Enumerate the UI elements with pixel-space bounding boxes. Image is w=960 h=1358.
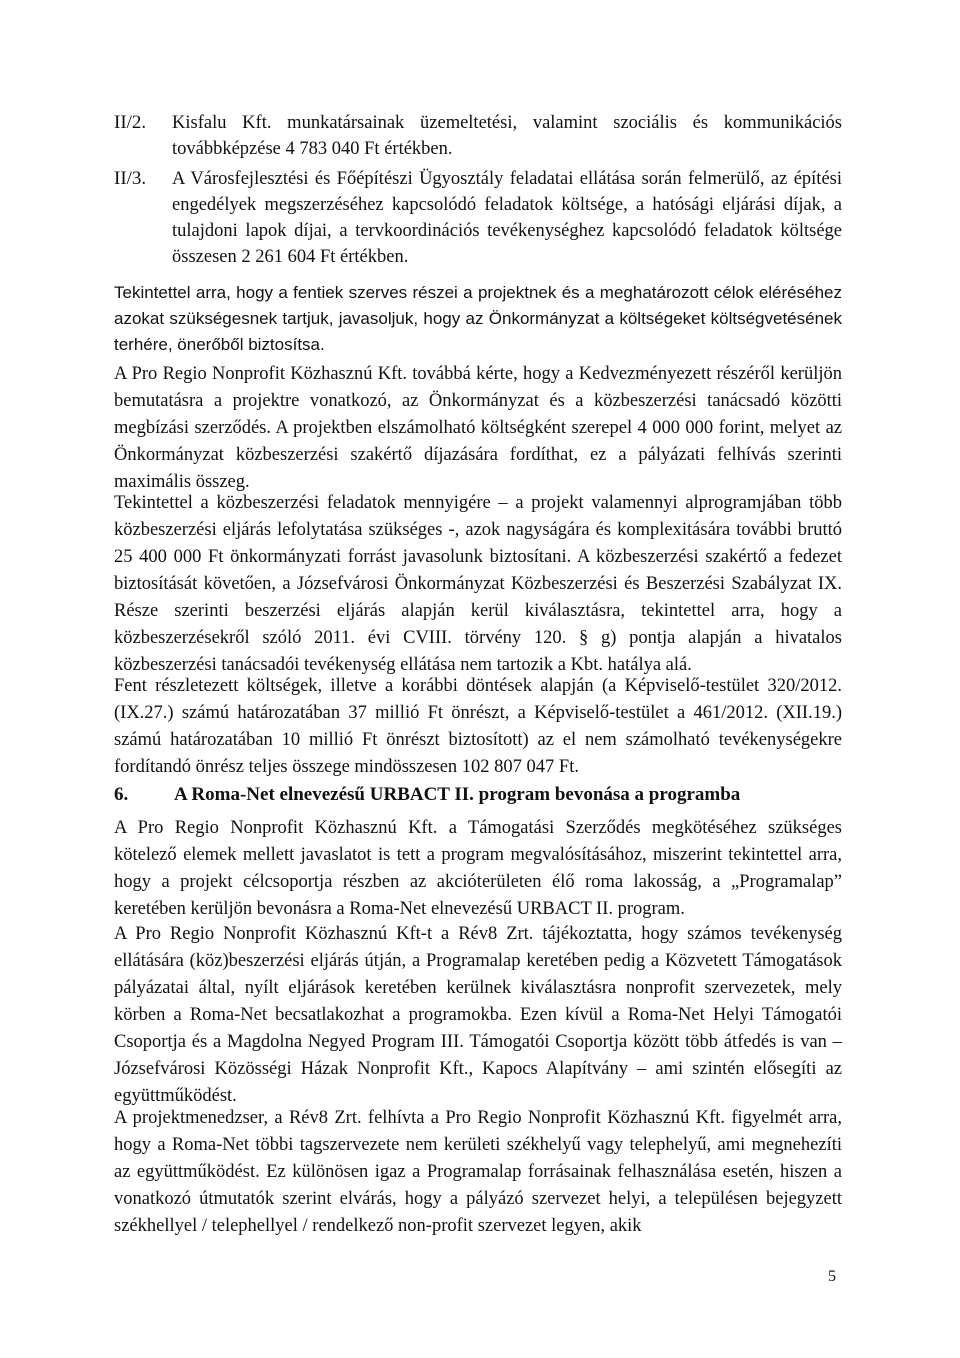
section-title: A Roma-Net elnevezésű URBACT II. program bevonása a programba [174, 784, 741, 805]
paragraph-6: A Pro Regio Nonprofit Közhasznú Kft-t a Rév8 Zrt. tájékoztatta, hogy számos tevékenység ellátására (köz)beszerzési eljárás útján, a Programalap keretében pedig a Közvetett Támogatások pályázatai által, nyílt eljárások keretében kerülnek kiválasztásra nonprofit szervezetek, mely körben a Roma-Net becsatlakozhat a programokba. Ezen kívül a Roma-Net Helyi Támogatói Csoportja és a Magdolna Negyed Program III. Támogatói Csoportja között több átfedés is van – Józsefvárosi Közösségi Házak Nonprofit Kft., Kapocs Alapítvány – ami szintén elősegíti az együttműködést. [114, 924, 842, 1106]
page-number: 5 [828, 1268, 836, 1285]
paragraph-4: Fent részletezett költségek, illetve a korábbi döntések alapján (a Képviselő-testület 320/2012. (IX.27.) számú határozatában 37 millió Ft önrészt, a Képviselő-testület a 461/2012. (XII.19.) számú határozatában 10 millió Ft önrészt biztosított) az el nem számolható tevékenységekre fordítandó önrész teljes összege mindösszesen 102 807 047 Ft. [114, 676, 842, 777]
item-text: Kisfalu Kft. munkatársainak üzemeltetési, valamint szociális és kommunikációs továbbképzése 4 783 040 Ft értékben. [172, 113, 842, 159]
section-number: 6. [114, 784, 129, 805]
paragraph-1: Tekintettel arra, hogy a fentiek szerves részei a projektnek és a meghatározott célok eléréséhez azokat szükségesnek tartjuk, javasoljuk, hogy az Önkormányzat a költségeket költségvetésének terhére, önerőből biztosítsa. [114, 283, 842, 354]
paragraph-2: A Pro Regio Nonprofit Közhasznú Kft. továbbá kérte, hogy a Kedvezményezett részéről kerüljön bemutatásra a projektre vonatkozó, az Önkormányzat és a közbeszerzési tanácsadó közötti megbízási szerződés. A projektben elszámolható költségként szerepel 4 000 000 forint, melyet az Önkormányzat közbeszerzési szakértő díjazására fordíthat, ez a pályázati felhívás szerinti maximális összeg. [114, 364, 842, 492]
item-number: II/2. [114, 112, 147, 133]
item-text: A Városfejlesztési és Főépítészi Ügyosztály feladatai ellátása során felmerülő, az építési engedélyek megszerzéséhez kapcsolódó feladatok költsége, a hatósági eljárási díjak, a tulajdoni lapok díjai, a tervkoordinációs tevékenységhez kapcsolódó feladatok költsége összesen 2 261 604 Ft értékben. [172, 169, 842, 267]
paragraph-3: Tekintettel a közbeszerzési feladatok mennyigére – a projekt valamennyi alprogramjában több közbeszerzési eljárás lefolytatása szükséges -, azok nagyságára és komplexitására további bruttó 25 400 000 Ft önkormányzati forrást javasolunk biztosítani. A közbeszerzési szakértő a fedezet biztosítását követően, a Józsefvárosi Önkormányzat Közbeszerzési és Beszerzési Szabályzat IX. Része szerinti beszerzési eljárás alapján kerül kiválasztásra, tekintettel arra, hogy a közbeszerzésekről szóló 2011. évi CVIII. törvény 120. § g) pontja alapján a hivatalos közbeszerzési tanácsadói tevékenység ellátása nem tartozik a Kbt. hatálya alá. [114, 493, 842, 675]
paragraph-7: A projektmenedzser, a Rév8 Zrt. felhívta a Pro Regio Nonprofit Közhasznú Kft. figyelmét arra, hogy a Roma-Net többi tagszervezete nem kerületi székhelyű vagy telephelyű, ami megnehezíti az együttműködést. Ez különösen igaz a Programalap forrásainak felhasználása esetén, hiszen a vonatkozó útmutatók szerint elvárás, hogy a pályázó szervezet helyi, a településen bejegyzett székhellyel / telephellyel / rendelkező non-profit szervezet legyen, akik [114, 1108, 842, 1236]
paragraph-5: A Pro Regio Nonprofit Közhasznú Kft. a Támogatási Szerződés megkötéséhez szükséges kötelező elemek mellett javaslatot is tett a program megvalósításához, miszerint tekintettel arra, hogy a projekt célcsoportja részben az akcióterületen élő roma lakosság, a „Programalap” keretében kerüljön bevonásra a Roma-Net elnevezésű URBACT II. program. [114, 818, 842, 919]
item-number: II/3. [114, 168, 147, 189]
